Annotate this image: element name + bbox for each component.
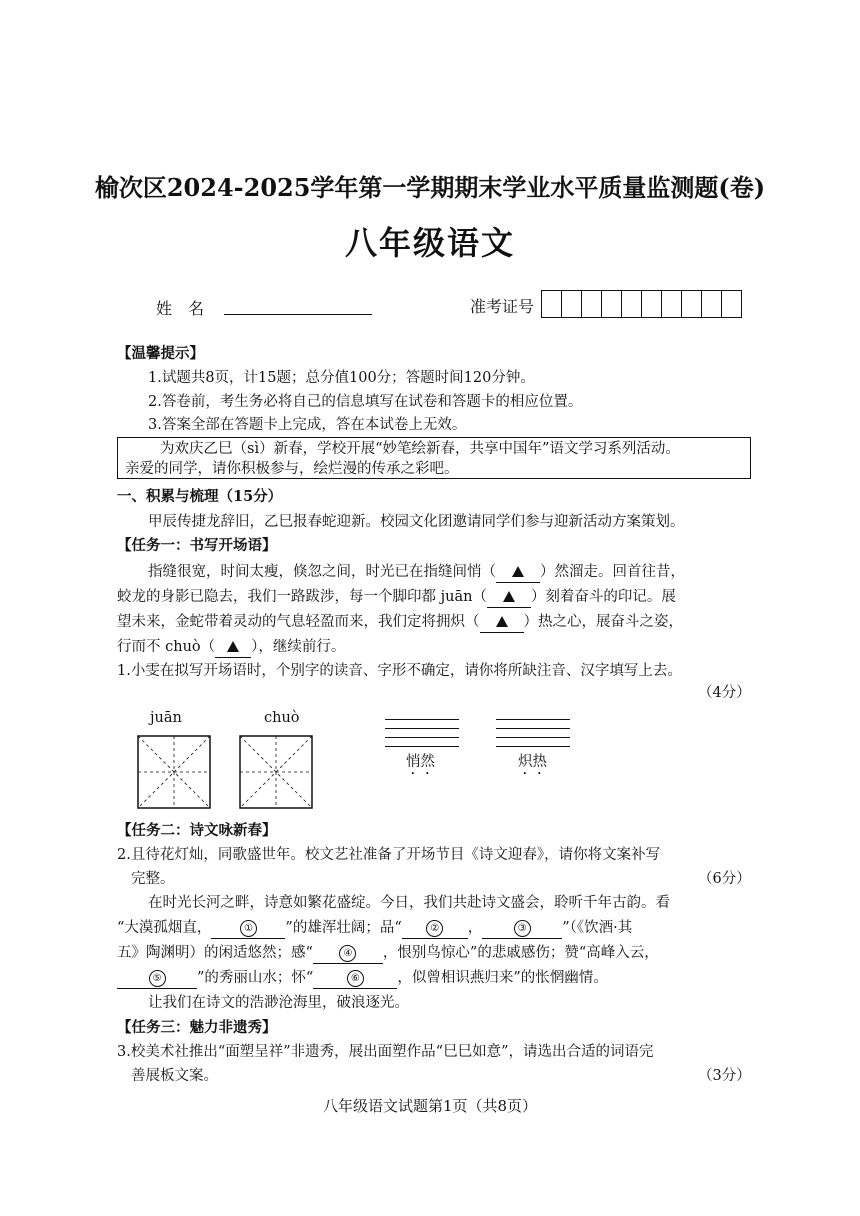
text-segment: 指缝很宽，时间太瘦，倏忽之间，时光已在指缝间悄（ bbox=[148, 564, 496, 580]
exam-id-boxes[interactable] bbox=[541, 290, 742, 318]
intro-line: 为欢庆乙巳（sì）新春，学校开展“妙笔绘新春，共享中国年”语文学习系列活动。 bbox=[160, 441, 680, 457]
triangle-icon bbox=[512, 566, 524, 577]
answer-blank-2[interactable] bbox=[402, 918, 468, 939]
text-segment: 蛟龙的身影已隐去，我们一路跋涉，每一个脚印都 juān（ bbox=[117, 589, 487, 605]
exam-id-box[interactable] bbox=[582, 291, 602, 317]
blank-number: ① bbox=[240, 920, 257, 937]
triangle-icon bbox=[496, 616, 508, 627]
subject-title: 八年级语文 bbox=[344, 224, 515, 262]
exam-id-box[interactable] bbox=[702, 291, 722, 317]
answer-blank-5[interactable] bbox=[117, 968, 197, 989]
text-segment: ”的雄浑壮阔；品“ bbox=[285, 920, 402, 936]
pinyin-label: chuò bbox=[264, 710, 300, 726]
pinyin-writing-lines-1[interactable] bbox=[385, 719, 459, 747]
word-label: 炽热 bbox=[518, 754, 547, 770]
question-score: （6分） bbox=[698, 871, 751, 887]
answer-blank[interactable] bbox=[487, 587, 531, 608]
tip-item: 2.答卷前，考生务必将自己的信息填写在试卷和答题卡的相应位置。 bbox=[148, 394, 583, 410]
text-segment: “大漠孤烟直， bbox=[117, 920, 212, 936]
task1-paragraph-line bbox=[117, 587, 676, 608]
task-heading: 【任务二：诗文咏新春】 bbox=[117, 822, 277, 839]
text-segment: ， bbox=[467, 920, 483, 936]
answer-blank[interactable] bbox=[496, 562, 540, 583]
text-segment: 行而不 chuò（ bbox=[117, 639, 216, 655]
q2-paragraph-line bbox=[117, 968, 608, 989]
triangle-icon bbox=[503, 591, 515, 602]
answer-blank-1[interactable] bbox=[211, 918, 285, 939]
intro-line: 亲爱的同学，请你积极参与，绘烂漫的传承之彩吧。 bbox=[125, 461, 459, 477]
tip-item: 1.试题共8页，计15题；总分值100分；答题时间120分钟。 bbox=[148, 370, 535, 386]
exam-id-label: 准考证号 bbox=[470, 297, 535, 316]
page-footer: 八年级语文试题第1页（共8页） bbox=[322, 1097, 538, 1115]
exam-id-box[interactable] bbox=[642, 291, 662, 317]
blank-number: ④ bbox=[339, 945, 356, 962]
answer-blank-4[interactable] bbox=[313, 943, 383, 964]
word-label: 悄然 bbox=[406, 754, 435, 770]
page-title: 榆次区2024-2025学年第一学期期末学业水平质量监测题(卷) bbox=[94, 173, 766, 202]
question-2-cont: 完整。 bbox=[131, 871, 175, 887]
text-segment: ”的秀丽山水；怀“ bbox=[197, 970, 314, 986]
exam-id-box[interactable] bbox=[602, 291, 622, 317]
pinyin-label: juān bbox=[150, 710, 182, 726]
section-intro: 甲辰传捷龙辞旧，乙巳报春蛇迎新。校园文化团邀请同学们参与迎新活动方案策划。 bbox=[148, 514, 685, 530]
text-segment: ）刻着奋斗的印记。展 bbox=[530, 589, 676, 605]
q2-paragraph-line: 在时光长河之畔，诗意如繁花盛绽。今日，我们共赴诗文盛会，聆听千年古韵。看 bbox=[148, 895, 670, 911]
exam-id-box[interactable] bbox=[562, 291, 582, 317]
blank-number: ③ bbox=[514, 920, 531, 937]
blank-number: ⑤ bbox=[149, 970, 166, 987]
question-score: （4分） bbox=[698, 685, 751, 701]
answer-blank[interactable] bbox=[480, 612, 524, 633]
task1-paragraph-line bbox=[117, 612, 683, 633]
exam-id-box[interactable] bbox=[662, 291, 682, 317]
name-label: 姓 名 bbox=[156, 299, 205, 318]
q2-paragraph-line bbox=[117, 943, 659, 964]
answer-blank-3[interactable] bbox=[482, 918, 562, 939]
tip-item: 3.答案全部在答题卡上完成，答在本试卷上无效。 bbox=[148, 417, 467, 433]
section-heading: 一、积累与梳理（15分） bbox=[117, 488, 283, 505]
answer-blank-6[interactable] bbox=[313, 968, 397, 989]
q2-paragraph-line bbox=[117, 918, 632, 939]
text-segment: ，恨别鸟惊心”的悲戚感伤；赞“高峰入云， bbox=[382, 945, 659, 961]
answer-blank[interactable] bbox=[215, 637, 251, 658]
tianzige-grid-1[interactable] bbox=[137, 735, 211, 809]
triangle-icon bbox=[227, 641, 239, 652]
tips-heading: 【温馨提示】 bbox=[117, 345, 204, 362]
question-1: 1.小雯在拟写开场语时，个别字的读音、字形不确定，请你将所缺注音、汉字填写上去。 bbox=[117, 663, 682, 679]
question-score: （3分） bbox=[698, 1068, 751, 1084]
question-3-cont: 善展板文案。 bbox=[131, 1068, 218, 1084]
pinyin-writing-lines-2[interactable] bbox=[496, 719, 570, 747]
text-segment: 望未来，金蛇带着灵动的气息轻盈而来，我们定将拥炽（ bbox=[117, 614, 480, 630]
exam-id-box[interactable] bbox=[722, 291, 741, 317]
exam-id-box[interactable] bbox=[542, 291, 562, 317]
q2-paragraph-line: 让我们在诗文的浩渺沧海里，破浪逐光。 bbox=[148, 995, 409, 1011]
exam-id-box[interactable] bbox=[682, 291, 702, 317]
blank-number: ② bbox=[426, 920, 443, 937]
question-2: 2.且待花灯灿，同歌盛世年。校文艺社准备了开场节目《诗文迎春》，请你将文案补写 bbox=[117, 847, 661, 863]
task1-paragraph-line bbox=[117, 637, 345, 658]
text-segment: ），继续前行。 bbox=[251, 639, 346, 655]
exam-id-box[interactable] bbox=[622, 291, 642, 317]
text-segment: ）然溜走。回首往昔， bbox=[540, 564, 685, 580]
text-segment: 五》陶渊明）的闲适悠然；感“ bbox=[117, 945, 313, 961]
task-heading: 【任务三：魅力非遗秀】 bbox=[117, 1019, 277, 1036]
name-field-line[interactable] bbox=[224, 314, 372, 315]
text-segment: ，似曾相识燕归来”的怅惘幽情。 bbox=[397, 970, 608, 986]
text-segment: ）热之心，展奋斗之姿， bbox=[523, 614, 683, 630]
task1-paragraph-line bbox=[148, 562, 685, 583]
question-3: 3.校美术社推出“面塑呈祥”非遗秀，展出面塑作品“巳巳如意”，请选出合适的词语完 bbox=[117, 1044, 654, 1060]
task-heading: 【任务一：书写开场语】 bbox=[117, 537, 277, 554]
text-segment: ”（《饮酒·其 bbox=[562, 920, 633, 936]
tianzige-grid-2[interactable] bbox=[239, 735, 313, 809]
blank-number: ⑥ bbox=[347, 970, 364, 987]
